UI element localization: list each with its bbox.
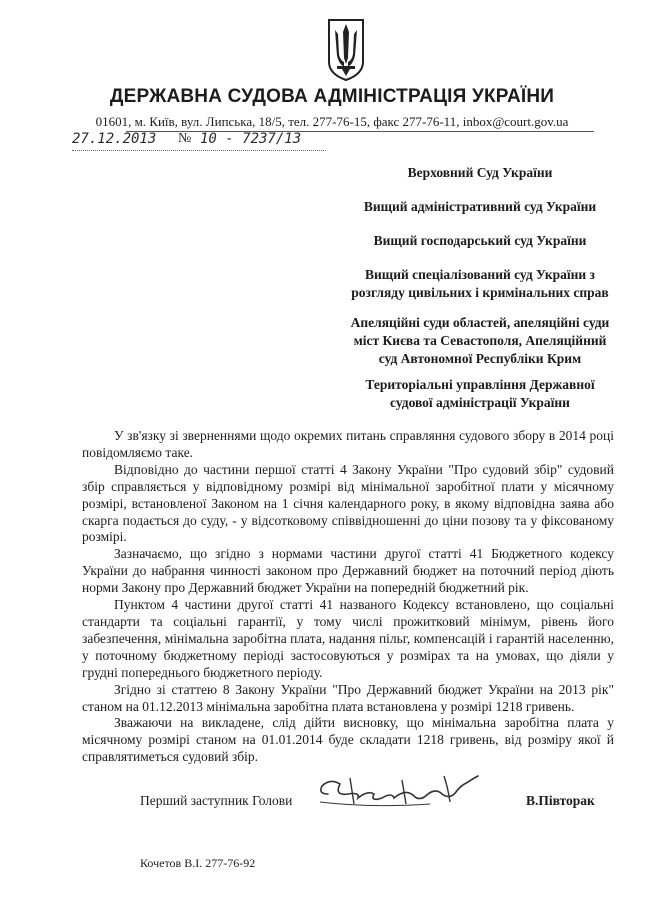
- addressee-1: Верховний Суд України: [407, 165, 553, 180]
- organization-title: ДЕРЖАВНА СУДОВА АДМІНІСТРАЦІЯ УКРАЇНИ: [109, 86, 555, 107]
- letter-body: [82, 428, 614, 766]
- trident-emblem-icon: [326, 18, 366, 82]
- registration-date: 27.12.2013: [72, 131, 157, 147]
- addressee-6: Територіальні управління Державної судової адміністрації України: [365, 377, 595, 410]
- organization-address: 01601, м. Київ, вул. Липська, 18/5, тел. 277-76-15, факс 277-76-11, inbox@court.gov.ua: [95, 114, 569, 129]
- contact-person: Кочетов В.І. 277-76-92: [140, 856, 256, 870]
- addressee-4: Вищий спеціалізований суд України з розгляду цивільних і кримінальних справ: [351, 267, 609, 300]
- paragraph: Зазначаємо, що згідно з нормами частини другої статті 41 Бюджетного кодексу України до набрання чинності законом про Державний бюджет на поточний період діють норми Закону про Державний бюджет України на попередній бюджетний рік.: [82, 546, 614, 596]
- addressee-2: Вищий адміністративний суд України: [363, 199, 597, 214]
- signer-name: В.Півторак: [526, 793, 595, 808]
- registration-line: [72, 150, 326, 151]
- paragraph: Зважаючи на викладене, слід дійти висновку, що мінімальна заробітна плата у місячному розмірі станом на 01.01.2014 буде складати 1218 гривень, від розміру якої й справлятиметься судовий збір.: [82, 715, 614, 765]
- paragraph: Згідно зі статтею 8 Закону України "Про Державний бюджет України на 2013 рік" станом на 01.12.2013 мінімальна заробітна плата встановлена у розмірі 1218 гривень.: [82, 681, 614, 714]
- addressee-5: Апеляційні суди областей, апеляційні суди міст Києва та Севастополя, Апеляційний суд Автономної Республіки Крим: [350, 315, 610, 366]
- registration-number: 10 - 7237/13: [200, 131, 302, 147]
- header-divider: [126, 131, 594, 132]
- paragraph: Відповідно до частини першої статті 4 Закону України "Про судовий збір" судовий збір справляється у відповідному розмірі від мінімальної заробітної плати у місячному розмірі, встановленої Законом на 1 січня календарного року, в якому відповідна заява або скарга подається до суду, - у відсотковому співвідношенні до ціни позову та у фіксованому розмірі.: [82, 461, 614, 545]
- paragraph: У зв'язку зі зверненнями щодо окремих питань справляння судового збору в 2014 році повідомляємо таке.: [82, 428, 614, 460]
- registration-number-label: №: [178, 131, 192, 146]
- signer-position: Перший заступник Голови: [140, 793, 293, 808]
- handwritten-signature: [310, 768, 494, 812]
- addressee-3: Вищий господарський суд України: [373, 233, 587, 248]
- paragraph: Пунктом 4 частини другої статті 41 названого Кодексу встановлено, що соціальні стандарти та соціальні гарантії, у тому числі прожитковий мінімум, рівень його забезпечення, мінімальна заробітна плата, надання пільг, компенсацій і гарантій населенню, у поточному бюджетному періоді застосовуються у розмірах та на умовах, що діяли у грудні попереднього бюджетного періоду.: [82, 597, 614, 680]
